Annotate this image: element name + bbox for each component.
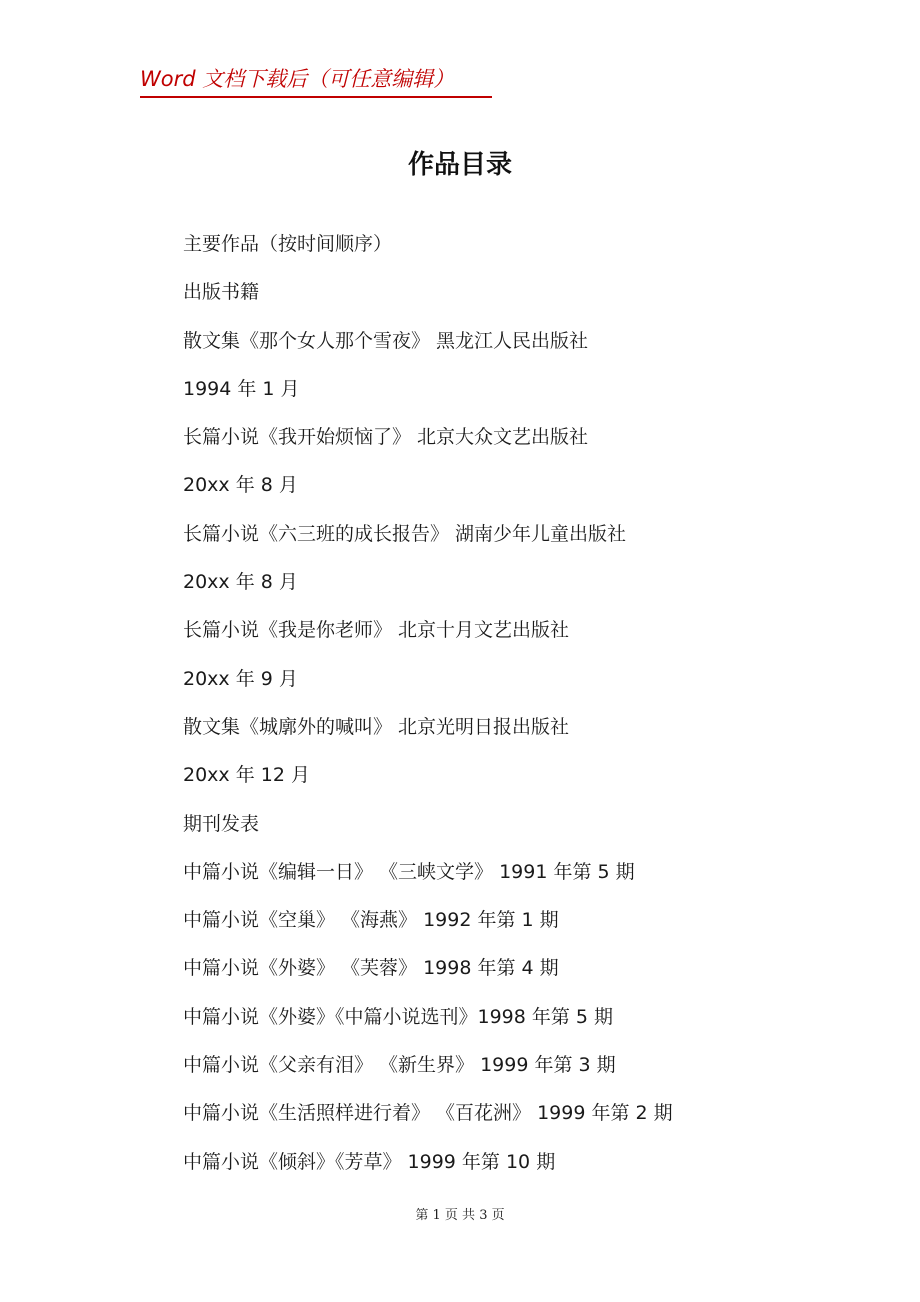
text-line: 20xx 年 9 月 <box>183 667 298 690</box>
text-line: 长篇小说《我是你老师》 北京十月文艺出版社 <box>183 619 570 642</box>
text-line: 20xx 年 8 月 <box>183 571 298 594</box>
text-line: 20xx 年 12 月 <box>183 764 310 787</box>
text-line: 散文集《那个女人那个雪夜》 黑龙江人民出版社 <box>183 329 589 352</box>
text-line: 中篇小说《外婆》《中篇小说选刊》1998 年第 5 期 <box>183 1005 614 1028</box>
download-notice-text: Word 文档下载后（可任意编辑） <box>140 67 455 91</box>
text-line: 期刊发表 <box>183 812 260 835</box>
text-line: 中篇小说《父亲有泪》 《新生界》 1999 年第 3 期 <box>183 1054 616 1077</box>
text-line: 长篇小说《六三班的成长报告》 湖南少年儿童出版社 <box>183 522 627 545</box>
text-line: 出版书籍 <box>183 281 260 304</box>
text-line: 长篇小说《我开始烦恼了》 北京大众文艺出版社 <box>183 426 589 449</box>
text-line: 中篇小说《倾斜》《芳草》 1999 年第 10 期 <box>183 1150 556 1173</box>
text-line: 中篇小说《空巢》 《海燕》 1992 年第 1 期 <box>183 909 559 932</box>
text-line: 主要作品（按时间顺序） <box>183 233 393 255</box>
text-line: 散文集《城廓外的喊叫》 北京光明日报出版社 <box>183 715 570 738</box>
document-title: 作品目录 <box>407 150 512 180</box>
text-line: 中篇小说《编辑一日》 《三峡文学》 1991 年第 5 期 <box>183 860 635 883</box>
text-line: 中篇小说《外婆》 《芙蓉》 1998 年第 4 期 <box>183 957 559 980</box>
download-notice-header <box>140 64 492 98</box>
works-list <box>183 226 803 1192</box>
text-line: 20xx 年 8 月 <box>183 474 298 497</box>
text-line: 中篇小说《生活照样进行着》 《百花洲》 1999 年第 2 期 <box>183 1102 673 1125</box>
text-line: 1994 年 1 月 <box>183 377 300 400</box>
page-number-footer: 第 1 页 共 3 页 <box>415 1208 505 1223</box>
